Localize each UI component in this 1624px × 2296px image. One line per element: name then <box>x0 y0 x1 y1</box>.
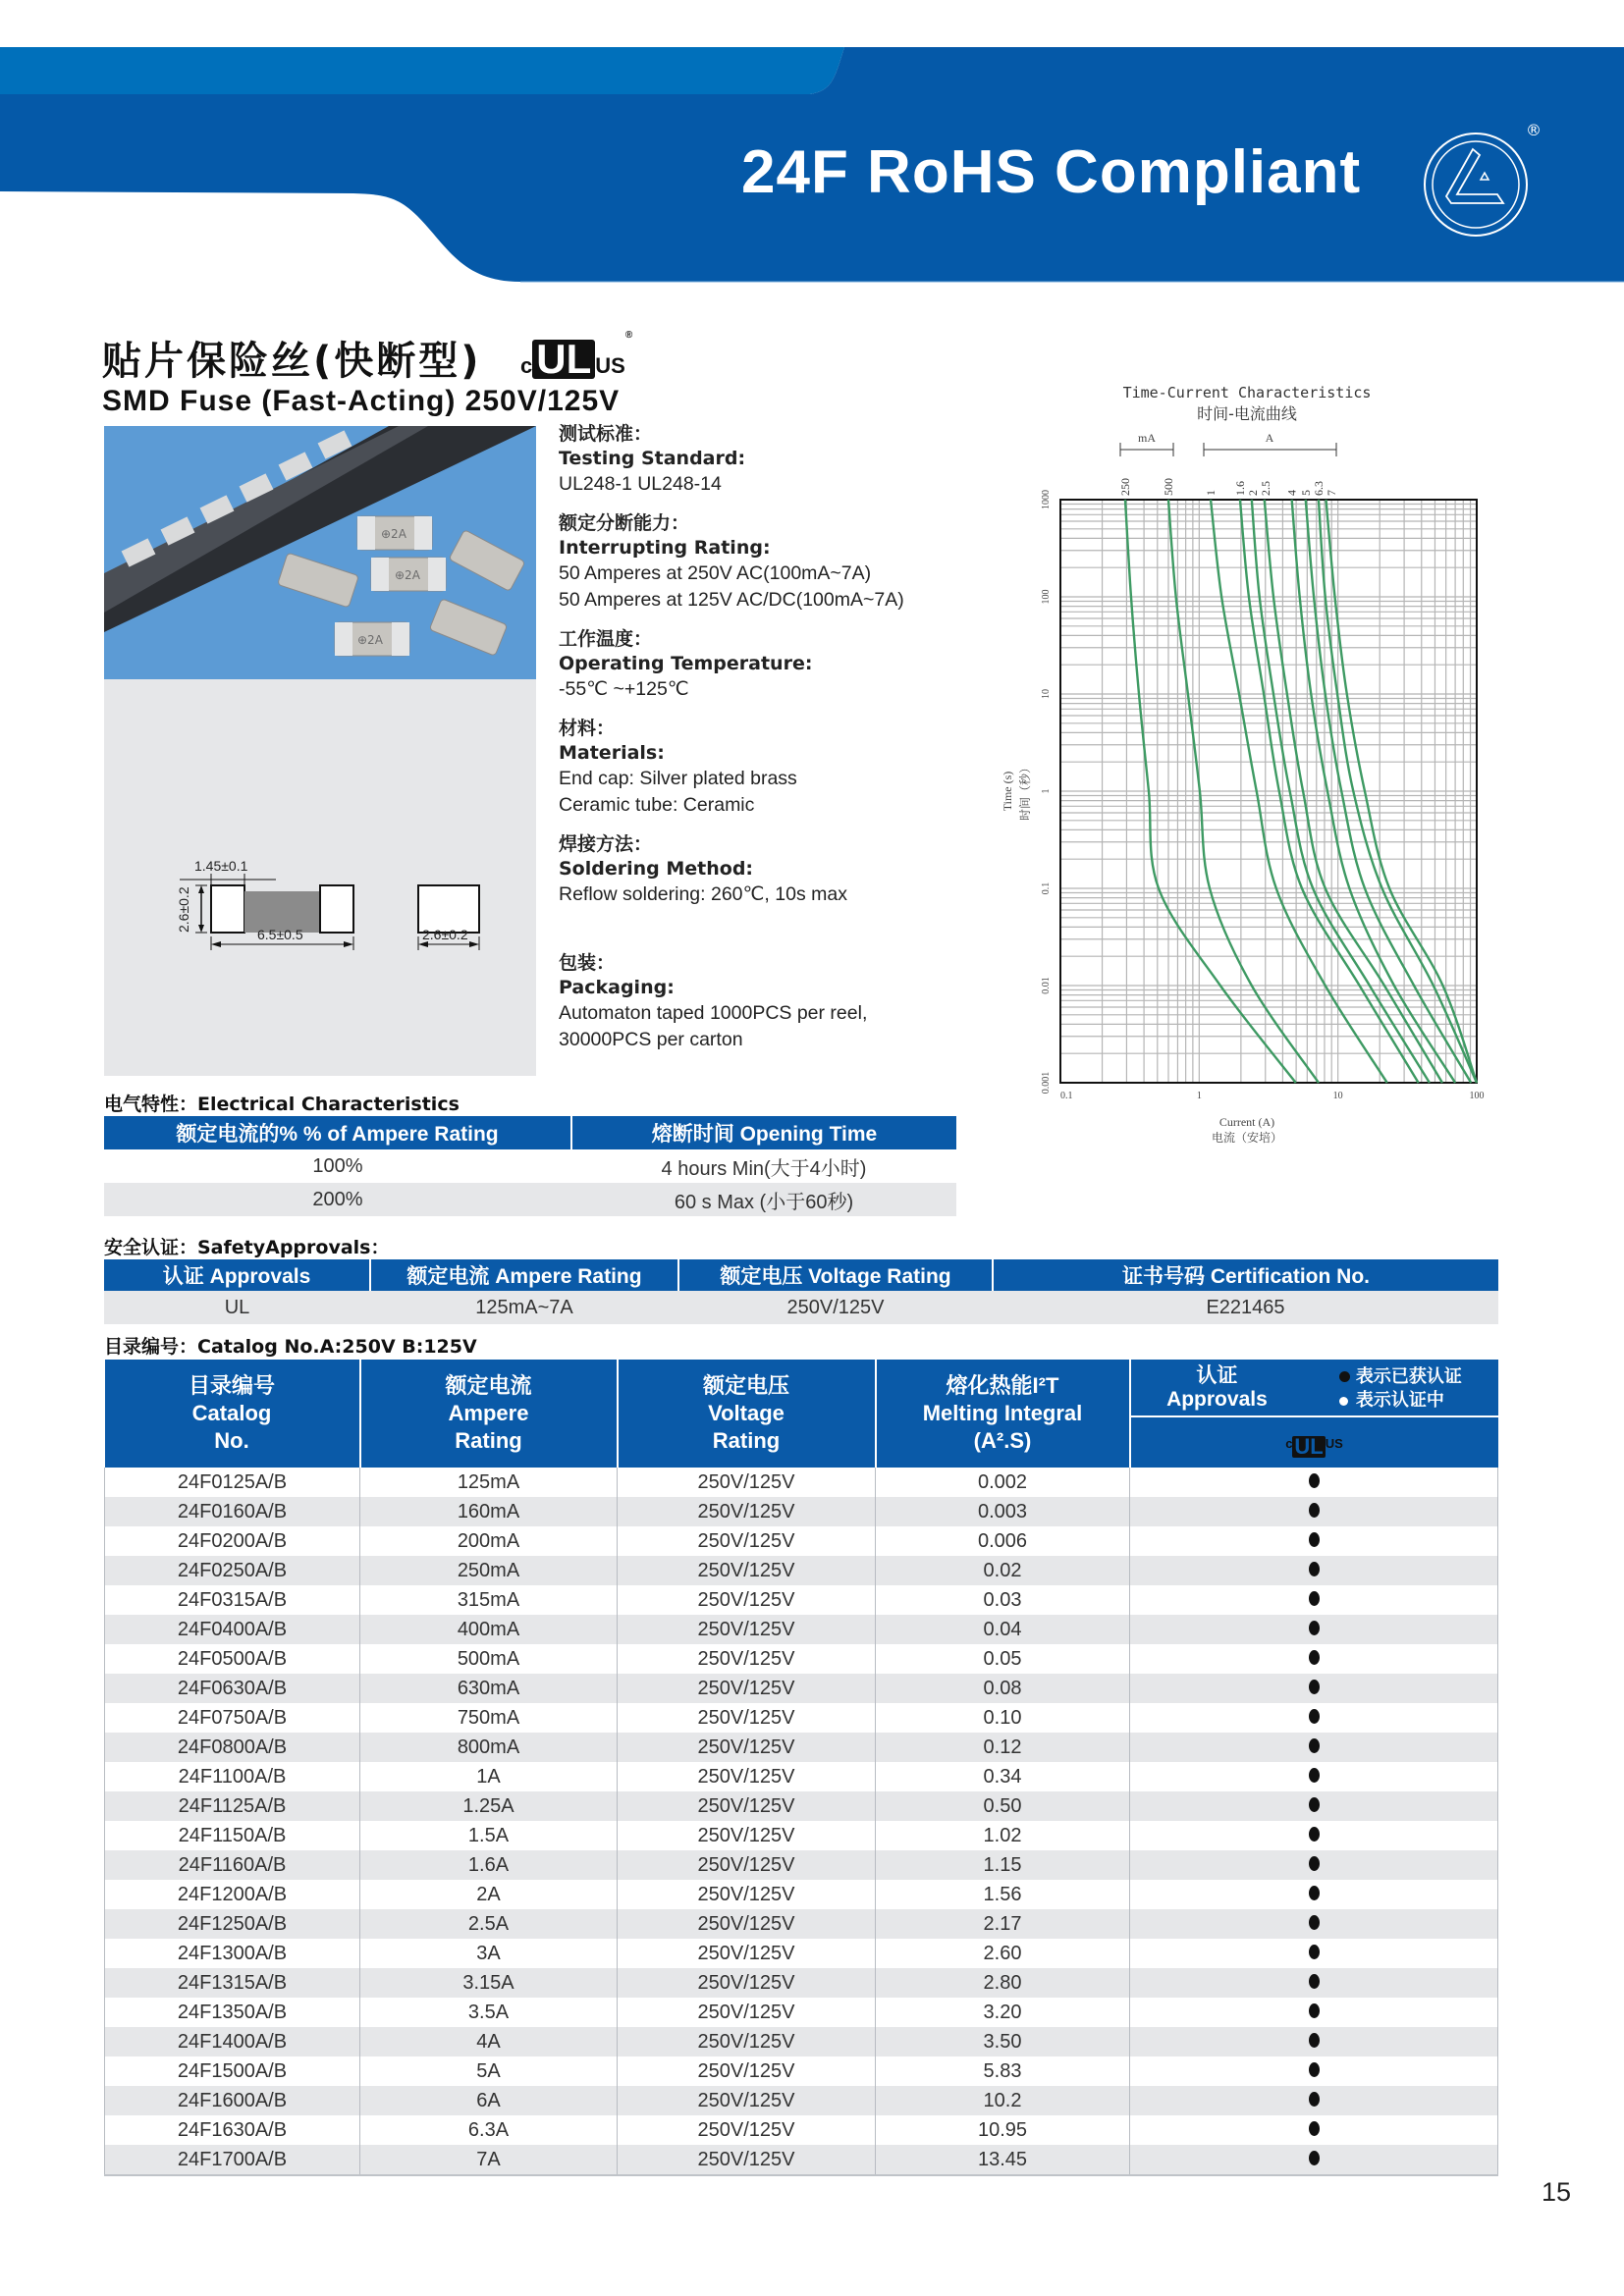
curve-label: 1 <box>1204 490 1218 496</box>
approval-status <box>1130 1556 1498 1585</box>
table-row <box>105 2145 1498 2175</box>
table-row <box>105 1497 1498 1526</box>
voltage-rating: 250V/125V <box>618 2115 876 2145</box>
spec-block <box>559 511 971 614</box>
spec-value: UL248-1 UL248-14 <box>559 473 722 495</box>
table-row: UL 125mA~7A 250V/125V E221465 <box>104 1291 1498 1324</box>
table-row <box>105 1526 1498 1556</box>
dim-height: 2.6±0.2 <box>176 886 191 933</box>
chart-subtitle: 时间-电流曲线 <box>1197 404 1297 423</box>
spec-block <box>559 422 971 498</box>
spec-value: -55℃ ~+125℃ <box>559 678 689 700</box>
dim-cap-width: 1.45±0.1 <box>194 858 248 874</box>
dim-end-width: 2.6±0.2 <box>422 927 468 942</box>
x-tick-label: 100 <box>1469 1091 1485 1101</box>
catalog-table <box>104 1360 1498 2176</box>
ampere-rating: 2.5A <box>360 1909 618 1939</box>
filled-dot-icon <box>1309 2062 1320 2077</box>
approval-status <box>1130 1909 1498 1939</box>
y-tick-label: 0.1 <box>1041 881 1052 895</box>
spec-label-en: Packaging: <box>559 977 675 998</box>
voltage-rating: 250V/125V <box>618 2145 876 2175</box>
dim-length: 6.5±0.5 <box>257 927 303 942</box>
melting-integral: 0.08 <box>876 1674 1130 1703</box>
filled-dot-icon <box>1309 1827 1320 1842</box>
y-tick-label: 100 <box>1041 589 1052 605</box>
voltage-rating: 250V/125V <box>618 1880 876 1909</box>
melting-integral: 0.006 <box>876 1526 1130 1556</box>
catalog-no: 24F1630A/B <box>105 2115 360 2145</box>
ampere-rating: 3A <box>360 1939 618 1968</box>
col-header-voltage: 额定电压 Voltage Rating <box>678 1259 993 1291</box>
spec-value: Ceramic tube: Ceramic <box>559 794 755 816</box>
voltage-rating: 250V/125V <box>618 1998 876 2027</box>
approval-status <box>1130 1939 1498 1968</box>
table-row <box>105 1762 1498 1791</box>
ampere-rating: 630mA <box>360 1674 618 1703</box>
table-row <box>105 1998 1498 2027</box>
approval-status <box>1130 1585 1498 1615</box>
spec-label-en: Soldering Method: <box>559 858 754 880</box>
curve-label: 7 <box>1324 490 1338 496</box>
time-current-chart <box>992 373 1502 1148</box>
ul-certification-icon: c UL US ® <box>520 330 633 382</box>
ul-certification-icon: c UL US <box>1285 1434 1343 1459</box>
table-row <box>105 1674 1498 1703</box>
voltage-rating: 250V/125V <box>618 1968 876 1998</box>
x-tick-label: 1 <box>1196 1091 1202 1101</box>
col-header-voltage: 额定电压 Voltage Rating <box>618 1360 876 1468</box>
electrical-section-label: 电气特性：Electrical Characteristics <box>104 1094 460 1115</box>
catalog-no: 24F0250A/B <box>105 1556 360 1585</box>
voltage-rating: 250V/125V <box>618 1468 876 1497</box>
spec-value: Reflow soldering: 260℃, 10s max <box>559 883 847 905</box>
spec-label-cn: 工作温度： <box>559 628 653 650</box>
approval-status <box>1130 2145 1498 2175</box>
table-row <box>105 1703 1498 1733</box>
y-tick-label: 0.001 <box>1041 1071 1052 1095</box>
approval-status <box>1130 1762 1498 1791</box>
y-axis-label-cn: 时间（秒） <box>1018 761 1032 822</box>
catalog-no: 24F1300A/B <box>105 1939 360 1968</box>
safety-section-label: 安全认证：SafetyApprovals： <box>104 1237 390 1258</box>
melting-integral: 1.02 <box>876 1821 1130 1850</box>
filled-dot-icon <box>1309 1503 1320 1518</box>
melting-integral: 0.04 <box>876 1615 1130 1644</box>
voltage-rating: 250V/125V <box>618 2056 876 2086</box>
col-header-cert-no: 证书号码 Certification No. <box>993 1259 1498 1291</box>
y-tick-label: 0.01 <box>1041 977 1052 994</box>
voltage-rating: 250V/125V <box>618 1821 876 1850</box>
y-tick-label: 10 <box>1041 689 1052 699</box>
spec-label-cn: 额定分断能力： <box>559 512 690 534</box>
x-axis-label: Current (A) <box>1218 1115 1275 1129</box>
ampere-rating: 160mA <box>360 1497 618 1526</box>
melting-integral: 2.17 <box>876 1909 1130 1939</box>
x-axis-label-cn: 电流（安培） <box>1211 1131 1283 1145</box>
voltage-rating: 250V/125V <box>618 1850 876 1880</box>
approval-status <box>1130 1821 1498 1850</box>
catalog-no: 24F0315A/B <box>105 1585 360 1615</box>
catalog-no: 24F0800A/B <box>105 1733 360 1762</box>
filled-dot-icon <box>1309 1562 1320 1576</box>
spec-label-cn: 包装： <box>559 952 616 974</box>
col-header-ampere-pct: 额定电流的% % of Ampere Rating <box>104 1116 571 1149</box>
filled-dot-icon <box>1309 1945 1320 1959</box>
curve-label: 1.6 <box>1232 481 1247 496</box>
ampere-rating: 7A <box>360 2145 618 2175</box>
melting-integral: 3.20 <box>876 1998 1130 2027</box>
fuse-marking: ⊕2A <box>395 568 420 582</box>
ampere-rating: 125mA <box>360 1468 618 1497</box>
approval-status <box>1130 1791 1498 1821</box>
filled-dot-icon <box>1309 2121 1320 2136</box>
table-row <box>105 1585 1498 1615</box>
ampere-rating: 250mA <box>360 1556 618 1585</box>
voltage-rating: 250V/125V <box>618 1585 876 1615</box>
table-row <box>105 1791 1498 1821</box>
table-row <box>105 1644 1498 1674</box>
catalog-no: 24F0160A/B <box>105 1497 360 1526</box>
curve-label: 500 <box>1161 478 1175 496</box>
catalog-no: 24F1200A/B <box>105 1880 360 1909</box>
melting-integral: 3.50 <box>876 2027 1130 2056</box>
catalog-no: 24F1700A/B <box>105 2145 360 2175</box>
melting-integral: 2.80 <box>876 1968 1130 1998</box>
voltage-rating: 250V/125V <box>618 1526 876 1556</box>
catalog-no: 24F1100A/B <box>105 1762 360 1791</box>
ampere-rating: 5A <box>360 2056 618 2086</box>
curve-label: 2.5 <box>1258 481 1272 496</box>
voltage-rating: 250V/125V <box>618 1674 876 1703</box>
voltage-rating: 250V/125V <box>618 1733 876 1762</box>
spec-value: 50 Amperes at 250V AC(100mA~7A) <box>559 562 872 584</box>
melting-integral: 0.12 <box>876 1733 1130 1762</box>
page-number: 15 <box>1542 2177 1572 2207</box>
col-header-ampere: 额定电流 Ampere Rating <box>370 1259 678 1291</box>
filled-dot-icon <box>1309 1709 1320 1724</box>
approval-status <box>1130 1733 1498 1762</box>
catalog-no: 24F1250A/B <box>105 1909 360 1939</box>
col-header-catalog: 目录编号 Catalog No. <box>105 1360 360 1468</box>
col-header-approvals: 认证 Approvals 表示已获认证 表示认证中 <box>1130 1360 1498 1416</box>
table-row <box>105 1468 1498 1497</box>
voltage-rating: 250V/125V <box>618 1791 876 1821</box>
approval-status <box>1130 1674 1498 1703</box>
ul-column-header <box>1130 1416 1498 1468</box>
melting-integral: 13.45 <box>876 2145 1130 2175</box>
legend-pending: 表示认证中 <box>1339 1388 1462 1412</box>
spec-label-en: Interrupting Rating: <box>559 537 771 559</box>
ampere-rating: 3.5A <box>360 1998 618 2027</box>
curve-label: 2 <box>1245 490 1260 496</box>
filled-dot-icon <box>1309 1473 1320 1488</box>
melting-integral: 0.50 <box>876 1791 1130 1821</box>
filled-dot-icon <box>1309 1738 1320 1753</box>
ampere-rating: 315mA <box>360 1585 618 1615</box>
spec-block <box>559 627 971 703</box>
filled-dot-icon <box>1309 1915 1320 1930</box>
approval-status <box>1130 1703 1498 1733</box>
filled-dot-icon <box>1309 1591 1320 1606</box>
catalog-no: 24F1350A/B <box>105 1998 360 2027</box>
ampere-rating: 200mA <box>360 1526 618 1556</box>
svg-text:A: A <box>1265 431 1274 445</box>
svg-text:mA: mA <box>1138 431 1156 445</box>
ampere-rating: 1.25A <box>360 1791 618 1821</box>
spec-block <box>559 951 971 1053</box>
voltage-rating: 250V/125V <box>618 1644 876 1674</box>
x-tick-label: 0.1 <box>1060 1091 1073 1101</box>
melting-integral: 0.02 <box>876 1556 1130 1585</box>
table-row <box>105 1909 1498 1939</box>
filled-dot-icon <box>1309 2003 1320 2018</box>
spec-label-en: Testing Standard: <box>559 448 746 469</box>
spec-block <box>559 832 971 908</box>
spec-value: Automaton taped 1000PCS per reel, <box>559 1002 868 1024</box>
voltage-rating: 250V/125V <box>618 1762 876 1791</box>
table-row <box>105 2027 1498 2056</box>
catalog-no: 24F1150A/B <box>105 1821 360 1850</box>
spec-label-cn: 材料： <box>559 718 616 739</box>
catalog-no: 24F0125A/B <box>105 1468 360 1497</box>
col-header-opening-time: 熔断时间 Opening Time <box>571 1116 956 1149</box>
table-row: 100% 4 hours Min(大于4小时) <box>312 1154 867 1180</box>
table-row <box>105 1880 1498 1909</box>
voltage-rating: 250V/125V <box>618 1939 876 1968</box>
spec-label-cn: 测试标准： <box>559 423 653 445</box>
range-indicator-a <box>1204 431 1336 456</box>
ampere-rating: 3.15A <box>360 1968 618 1998</box>
y-tick-label: 1000 <box>1041 490 1052 509</box>
curve-label: 5 <box>1298 490 1313 496</box>
voltage-rating: 250V/125V <box>618 1556 876 1585</box>
catalog-no: 24F1600A/B <box>105 2086 360 2115</box>
melting-integral: 1.56 <box>876 1880 1130 1909</box>
table-row <box>105 1968 1498 1998</box>
approval-status <box>1130 1497 1498 1526</box>
table-row <box>105 2056 1498 2086</box>
melting-integral: 10.95 <box>876 2115 1130 2145</box>
electrical-table <box>104 1116 956 1216</box>
approval-status <box>1130 2086 1498 2115</box>
melting-integral: 0.003 <box>876 1497 1130 1526</box>
table-row <box>105 1733 1498 1762</box>
table-row <box>105 2115 1498 2145</box>
voltage-rating: 250V/125V <box>618 2027 876 2056</box>
filled-dot-icon <box>1309 1621 1320 1635</box>
product-title-cn: 贴片保险丝(快断型) <box>102 339 482 384</box>
catalog-no: 24F1500A/B <box>105 2056 360 2086</box>
table-row <box>105 1556 1498 1585</box>
ampere-rating: 750mA <box>360 1703 618 1733</box>
spec-list <box>559 422 971 1067</box>
filled-dot-icon <box>1309 2151 1320 2165</box>
table-row <box>105 1939 1498 1968</box>
catalog-section-label: 目录编号：Catalog No.A:250V B:125V <box>104 1336 477 1358</box>
product-title-en: SMD Fuse (Fast-Acting) 250V/125V <box>102 385 621 417</box>
ampere-rating: 500mA <box>360 1644 618 1674</box>
spec-value: 30000PCS per carton <box>559 1029 743 1050</box>
table-row <box>105 1850 1498 1880</box>
approval-status <box>1130 1998 1498 2027</box>
catalog-no: 24F0750A/B <box>105 1703 360 1733</box>
filled-dot-icon <box>1339 1371 1350 1382</box>
chart-title: Time-Current Characteristics <box>1122 384 1372 401</box>
filled-dot-icon <box>1309 1680 1320 1694</box>
catalog-no: 24F0630A/B <box>105 1674 360 1703</box>
curve-label: 6.3 <box>1311 481 1326 496</box>
approval-status <box>1130 1850 1498 1880</box>
catalog-no: 24F0400A/B <box>105 1615 360 1644</box>
catalog-no: 24F1315A/B <box>105 1968 360 1998</box>
filled-dot-icon <box>1309 1797 1320 1812</box>
filled-dot-icon <box>1309 1650 1320 1665</box>
voltage-rating: 250V/125V <box>618 2086 876 2115</box>
x-tick-label: 10 <box>1332 1091 1343 1101</box>
filled-dot-icon <box>1309 2033 1320 2048</box>
range-indicator-ma <box>1120 431 1173 456</box>
ampere-rating: 6A <box>360 2086 618 2115</box>
approval-status <box>1130 1644 1498 1674</box>
filled-dot-icon <box>1309 1768 1320 1783</box>
col-header-approvals: 认证 Approvals <box>104 1259 370 1291</box>
approval-status <box>1130 1615 1498 1644</box>
fuse-marking: ⊕2A <box>381 527 406 541</box>
table-row <box>105 2086 1498 2115</box>
ampere-rating: 6.3A <box>360 2115 618 2145</box>
spec-block <box>559 717 971 819</box>
ampere-rating: 4A <box>360 2027 618 2056</box>
melting-integral: 5.83 <box>876 2056 1130 2086</box>
ampere-rating: 2A <box>360 1880 618 1909</box>
spec-value: End cap: Silver plated brass <box>559 768 797 789</box>
open-dot-icon <box>1339 1397 1348 1406</box>
registered-mark: ® <box>1526 121 1542 139</box>
filled-dot-icon <box>1309 1974 1320 1989</box>
table-row <box>105 1615 1498 1644</box>
ampere-rating: 1.6A <box>360 1850 618 1880</box>
filled-dot-icon <box>1309 1532 1320 1547</box>
melting-integral: 2.60 <box>876 1939 1130 1968</box>
voltage-rating: 250V/125V <box>618 1615 876 1644</box>
product-photo <box>104 426 536 679</box>
melting-integral: 10.2 <box>876 2086 1130 2115</box>
voltage-rating: 250V/125V <box>618 1703 876 1733</box>
melting-integral: 0.10 <box>876 1703 1130 1733</box>
dimension-drawing <box>104 679 536 1076</box>
ampere-rating: 800mA <box>360 1733 618 1762</box>
approval-status <box>1130 2115 1498 2145</box>
approval-status <box>1130 2027 1498 2056</box>
catalog-no: 24F1400A/B <box>105 2027 360 2056</box>
curve-label: 250 <box>1117 478 1132 496</box>
catalog-no: 24F1125A/B <box>105 1791 360 1821</box>
filled-dot-icon <box>1309 1886 1320 1900</box>
melting-integral: 0.002 <box>876 1468 1130 1497</box>
approval-status <box>1130 2056 1498 2086</box>
filled-dot-icon <box>1309 1856 1320 1871</box>
spec-value: 50 Amperes at 125V AC/DC(100mA~7A) <box>559 589 904 611</box>
catalog-no: 24F1160A/B <box>105 1850 360 1880</box>
col-header-ampere: 额定电流 Ampere Rating <box>360 1360 618 1468</box>
approval-status <box>1130 1968 1498 1998</box>
approval-status <box>1130 1526 1498 1556</box>
voltage-rating: 250V/125V <box>618 1909 876 1939</box>
melting-integral: 1.15 <box>876 1850 1130 1880</box>
melting-integral: 0.34 <box>876 1762 1130 1791</box>
col-header-melting: 熔化热能I²T Melting Integral (A².S) <box>876 1360 1130 1468</box>
filled-dot-icon <box>1309 2092 1320 2107</box>
catalog-no: 24F0500A/B <box>105 1644 360 1674</box>
ampere-rating: 1A <box>360 1762 618 1791</box>
approval-status <box>1130 1468 1498 1497</box>
catalog-no: 24F0200A/B <box>105 1526 360 1556</box>
legend-obtained: 表示已获认证 <box>1339 1364 1462 1388</box>
table-row: 200% 60 s Max (小于60秒) <box>104 1183 956 1216</box>
melting-integral: 0.05 <box>876 1644 1130 1674</box>
melting-integral: 0.03 <box>876 1585 1130 1615</box>
voltage-rating: 250V/125V <box>618 1497 876 1526</box>
fuse-marking: ⊕2A <box>357 633 383 647</box>
table-row <box>105 1821 1498 1850</box>
spec-label-en: Operating Temperature: <box>559 653 813 674</box>
y-axis-label: Time (s) <box>1001 771 1014 812</box>
ampere-rating: 1.5A <box>360 1821 618 1850</box>
approval-status <box>1130 1880 1498 1909</box>
y-tick-label: 1 <box>1041 788 1052 794</box>
ampere-rating: 400mA <box>360 1615 618 1644</box>
curve-label: 4 <box>1284 490 1299 496</box>
spec-label-en: Materials: <box>559 742 665 764</box>
spec-label-cn: 焊接方法： <box>559 833 653 855</box>
page-header-title: 24F RoHS Compliant <box>741 138 1362 206</box>
safety-table <box>104 1259 1498 1324</box>
